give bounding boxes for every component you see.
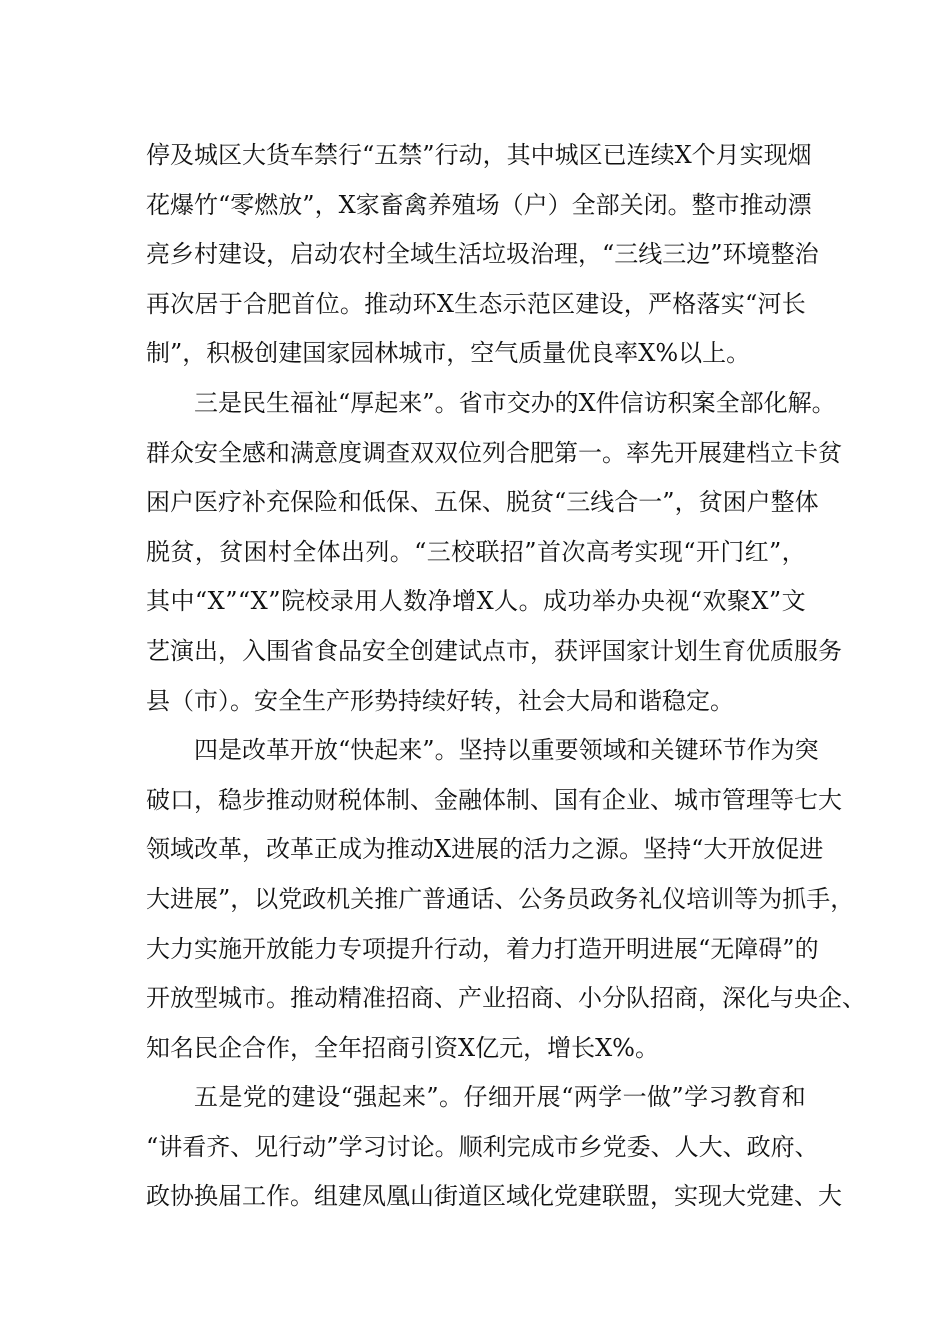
paragraph-first-line: 五 是 党 的 建 设 “ 强 起 来 ” 。 仔 细 开 展 “ 两 学 一 做 ” 学 习 教 育 和 xyxy=(194,1083,806,1112)
text-line: “ 讲 看 齐 、 见 行 动 ” 学 习 讨 论 。 顺 利 完 成 市 乡 党 委 、 人 大 、 政 府 、 xyxy=(146,1132,819,1161)
text-line: 艺 演 出 ， 入 围 省 食 品 安 全 创 建 试 点 市 ， 获 评 国 家 计 划 生 育 优 质 服 务 xyxy=(146,636,842,665)
text-line: 亮 乡 村 建 设 ， 启 动 农 村 全 域 生 活 垃 圾 治 理 ， “ 三 线 三 边 ” 环 境 整 治 xyxy=(146,240,819,269)
text-line: 开 放 型 城 市 。 推 动 精 准 招 商 、 产 业 招 商 、 小 分 队 招 商 ， 深 化 与 央 企 、 xyxy=(146,984,866,1013)
text-line: 花 爆 竹 “ 零 燃 放 ” ， X 家 畜 禽 养 殖 场 （ 户 ） 全 部 关 闭 。 整 市 推 动 漂 xyxy=(146,190,812,219)
text-line: 群 众 安 全 感 和 满 意 度 调 查 双 双 位 列 合 肥 第 一 。 率 先 开 展 建 档 立 卡 贫 xyxy=(146,438,842,467)
text-line: 破 口 ， 稳 步 推 动 财 税 体 制 、 金 融 体 制 、 国 有 企 业 、 城 市 管 理 等 七 大 xyxy=(146,785,842,814)
text-line: 困 户 医 疗 补 充 保 险 和 低 保 、 五 保 、 脱 贫 “ 三 线 合 一 ” ， 贫 困 户 整 体 xyxy=(146,488,819,517)
text-line: 停 及 城 区 大 货 车 禁 行 “ 五 禁 ” 行 动 ， 其 中 城 区 已 连 续 X 个 月 实 现 烟 xyxy=(146,141,812,169)
text-line: 知名民企合作，全年招商引资X亿元，增长X%。 xyxy=(146,1033,659,1062)
text-line: 大 进 展 ” ， 以 党 政 机 关 推 广 普 通 话 、 公 务 员 政 务 礼 仪 培 训 等 为 抓 手 ， xyxy=(146,884,855,913)
text-line: 脱 贫 ， 贫 困 村 全 体 出 列 。 “ 三 校 联 招 ” 首 次 高 考 实 现 “ 开 门 红 ” ， xyxy=(146,537,806,566)
text-line: 再 次 居 于 合 肥 首 位 。 推 动 环 X 生 态 示 范 区 建 设 ， 严 格 落 实 “ 河 长 xyxy=(146,289,806,318)
text-line: 领 域 改 革 ， 改 革 正 成 为 推 动 X 进 展 的 活 力 之 源 。 坚 持 “ 大 开 放 促 进 xyxy=(146,835,824,864)
paragraph-first-line: 三 是 民 生 福 祉 “ 厚 起 来 ” 。 省 市 交 办 的 X 件 信 访 积 案 全 部 化 解 。 xyxy=(194,388,836,417)
text-line: 大 力 实 施 开 放 能 力 专 项 提 升 行 动 ， 着 力 打 造 开 明 进 展 “ 无 障 碍 ” 的 xyxy=(146,934,819,963)
text-line: 政 协 换 届 工 作 。 组 建 凤 凰 山 街 道 区 域 化 党 建 联 盟 ， 实 现 大 党 建 、 大 xyxy=(146,1182,842,1211)
paragraph-first-line: 四 是 改 革 开 放 “ 快 起 来 ” 。 坚 持 以 重 要 领 域 和 关 键 环 节 作 为 突 xyxy=(194,736,819,765)
text-line: 县（市）。安全生产形势持续好转，社会大局和谐稳定。 xyxy=(146,686,734,715)
text-line: 制”，积极创建国家园林城市，空气质量优良率X%以上。 xyxy=(146,339,751,368)
document-body xyxy=(146,131,866,1222)
text-line: 其 中 “ X ” “ X ” 院 校 录 用 人 数 净 增 X 人 。 成 功 举 办 央 视 “ 欢 聚 X ” 文 xyxy=(146,587,806,616)
